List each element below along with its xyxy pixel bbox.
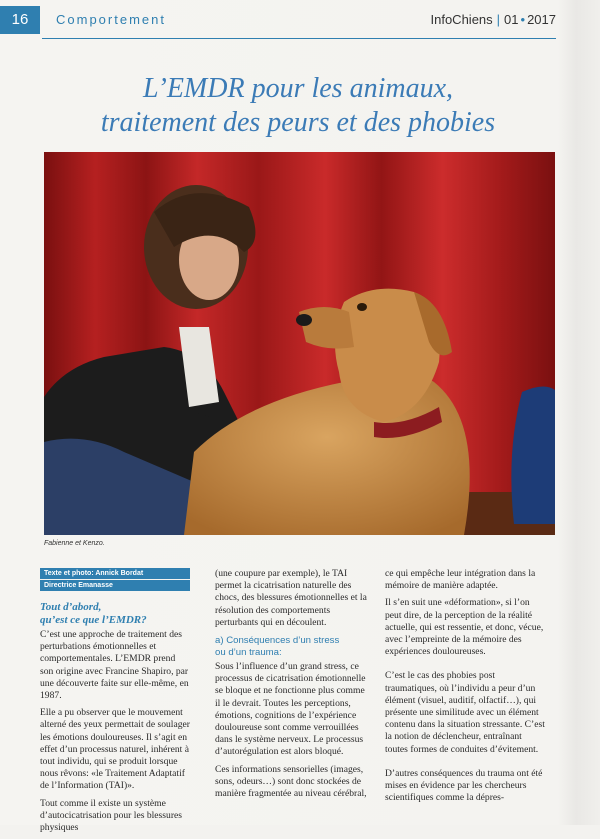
credit-director: Directrice Emanasse (40, 580, 190, 591)
photo-caption: Fabienne et Kenzo. (44, 540, 105, 547)
magazine-header (431, 12, 557, 27)
section-label (56, 12, 166, 27)
paragraph: Tout comme il existe un système d’autocicatrisation pour les blessures physiques (40, 797, 182, 834)
heading-line-2: qu’est ce que l’EMDR? (40, 614, 147, 626)
issue-number: 01 (504, 12, 519, 27)
paragraph: Ces informations sensorielles (images, sons, odeurs…) sont donc stockées de manière fragmentée au niveau cérébral, (215, 763, 367, 800)
article-title (40, 72, 556, 140)
paragraph: Elle a pu observer que le mouvement alterné des yeux permettait de soulager les émotions douloureuses. Il s’agit en effet d’un processus naturel, inhérent à tout individu, qui se produit lorsque nous rêvons: «le Traitement Adaptatif de l’Information (TAI)». (40, 707, 190, 792)
title-line-2: traitement des peurs et des phobies (100, 107, 496, 138)
column-2 (215, 568, 368, 805)
paragraph: C’est une approche de traitement des perturbations émotionnelles et comportementales. L’EMDR prend son origine avec Francine Shapiro, par une découverte faite sur elle-même, en 1987. (40, 629, 189, 702)
heading-line-1: Tout d’abord, (40, 601, 102, 613)
section-heading (40, 601, 190, 627)
paragraph: Il s’en suit une «déformation», si l’on peut dire, de la perception de la réalité actuelle, qui est ressentie, et donc, vécue, avec l’empreinte de la mémoire des expériences douloureuses. (385, 597, 544, 658)
column-1 (40, 568, 190, 839)
magazine-name: InfoChiens (430, 12, 493, 27)
subheading (215, 635, 368, 659)
paragraph: C’est le cas des phobies post traumatiques, où l’individu a peur d’un élément (visuel, auditif, olfactif…), qui présente une similitude avec un élément contenu dans la situation stressante. C’est la notion de déclencheur, entraînant toutes formes de conduites d’évitement. (385, 670, 545, 755)
header-separator: | (496, 12, 501, 27)
paragraph: Sous l’influence d’un grand stress, ce processus de cicatrisation émotionnelle se bloque et ne fonctionne plus comme il le devrait. Toutes les perceptions, émotions, cognitions de l’expérience douloureuse sont comme verrouillées dans le système nerveux. Le processus d’autorégulation est alors bloqué. (215, 661, 366, 758)
photo-illustration (44, 152, 555, 535)
subheading-line-2: ou d’un trauma: (215, 647, 282, 659)
header-dot: • (520, 12, 526, 27)
issue-year: 2017 (527, 12, 556, 27)
column-3 (385, 568, 545, 809)
page-number: 16 (0, 6, 40, 34)
subheading-line-1: a) Conséquences d’un stress (215, 635, 340, 647)
paragraph: D’autres conséquences du trauma ont été mises en évidence par les chercheurs scientifiques comme la dépres- (385, 767, 543, 804)
paragraph: ce qui empêche leur intégration dans la mémoire de manière adaptée. (385, 568, 536, 592)
section-name: Comportement (56, 12, 166, 27)
paragraph: (une coupure par exemple), le TAI permet la cicatrisation naturelle des chocs, des blessures émotionnelles et la résolution des comportements perturbants qui en découlent. (215, 568, 367, 628)
credit-author: Texte et photo: Annick Bordat (40, 568, 190, 579)
header-rule (42, 38, 556, 39)
title-line-1: L’EMDR pour les animaux, (142, 73, 454, 104)
article-photo (44, 152, 555, 535)
